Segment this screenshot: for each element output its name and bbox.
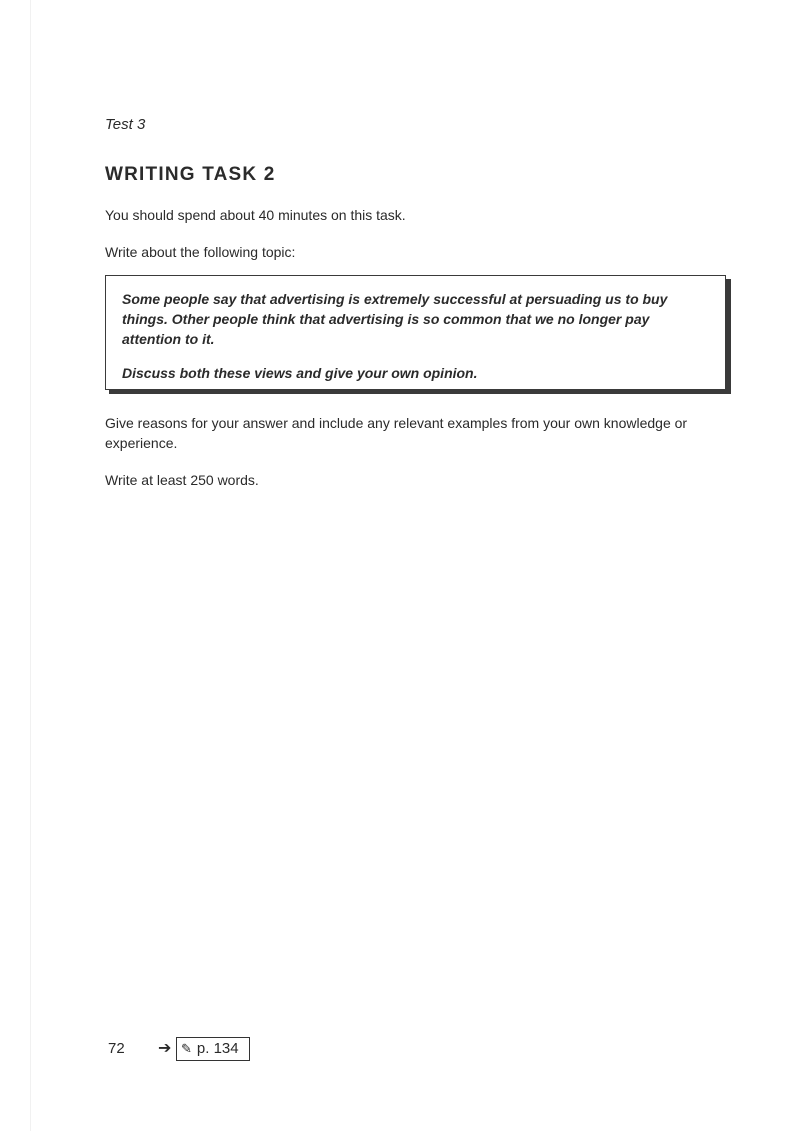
reasons-instruction: Give reasons for your answer and include any relevant examples from your own knowledge or experience.	[105, 415, 688, 451]
topic-text: Some people say that advertising is extremely successful at persuading us to buy things. Other people think that advertising is so common that we no longer pay attention to it.	[122, 291, 668, 347]
page-number: 72	[108, 1040, 125, 1057]
topic-box-frame	[105, 275, 726, 390]
box-shadow-bottom	[109, 390, 731, 394]
topic-intro: Write about the following topic:	[105, 244, 296, 260]
task-heading: WRITING TASK 2	[105, 164, 276, 185]
word-count-instruction: Write at least 250 words.	[105, 472, 259, 488]
page-reference-box[interactable]	[176, 1037, 250, 1061]
pencil-icon: ✎	[181, 1041, 192, 1056]
time-instruction: You should spend about 40 minutes on this task.	[105, 207, 406, 223]
page-reference: p. 134	[196, 1040, 239, 1057]
arrow-right-icon: ➔	[158, 1040, 172, 1057]
topic-box	[105, 275, 732, 396]
page-edge	[30, 0, 31, 1131]
topic-instruction: Discuss both these views and give your own opinion.	[122, 365, 478, 381]
test-label: Test 3	[105, 116, 146, 133]
box-shadow-right	[726, 279, 731, 394]
